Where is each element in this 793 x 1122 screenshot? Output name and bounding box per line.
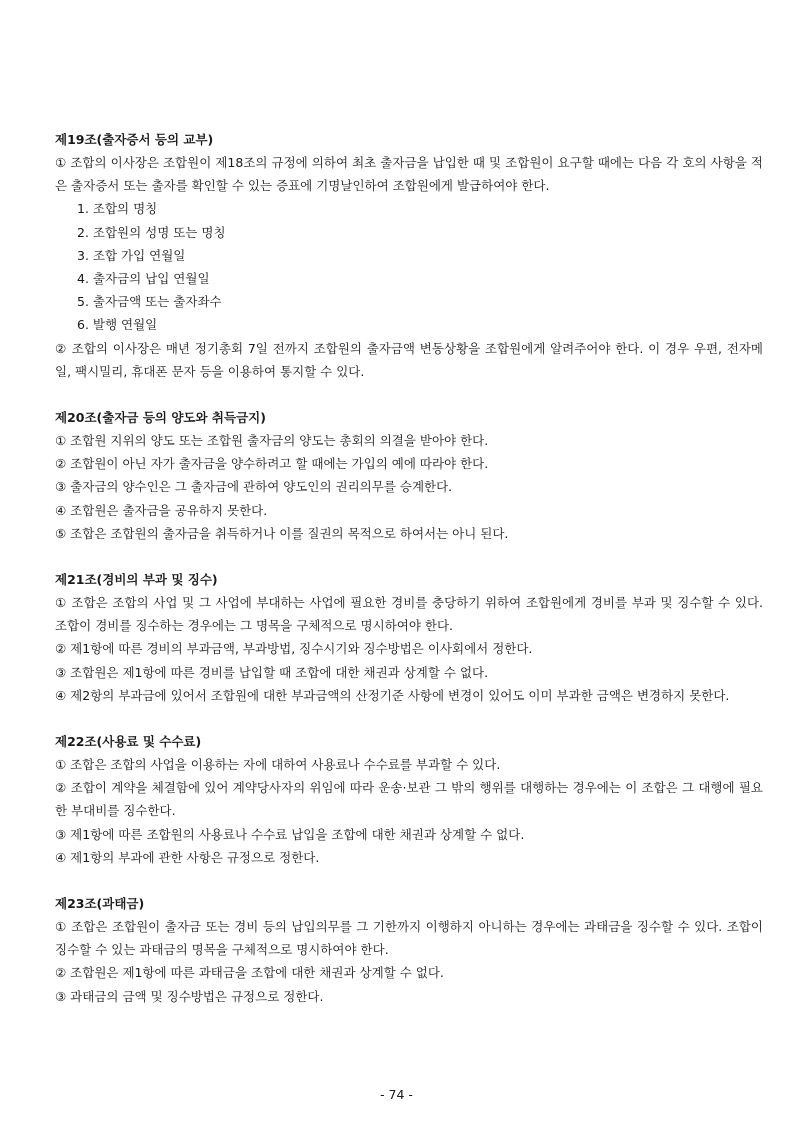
list-item: 5. 출자금액 또는 출자좌수 (77, 294, 222, 310)
paragraph: ② 조합원이 아닌 자가 출자금을 양수하려고 할 때에는 가입의 예에 따라야 한다. (55, 456, 489, 472)
article-19 (55, 128, 763, 383)
paragraph: ① 조합원 지위의 양도 또는 조합원 출자금의 양도는 총회의 의결을 받아야 한다. (55, 433, 489, 449)
paragraph: ④ 제1항의 부과에 관한 사항은 규정으로 정한다. (55, 849, 320, 865)
paragraph: ① 조합의 이사장은 조합원이 제18조의 규정에 의하여 최초 출자금을 납입한 때 및 조합원이 요구할 때에는 다음 각 호의 사항을 적은 출자증서 또는 출자를 확인할 수 있는 증표에 기명날인하여 조합원에게 발급하여야 한다. (55, 155, 763, 194)
paragraph: ① 조합은 조합의 사업을 이용하는 자에 대하여 사용료나 수수료를 부과할 수 있다. (55, 757, 501, 773)
list-item: 4. 출자금의 납입 연월일 (77, 271, 210, 287)
paragraph: ③ 제1항에 따른 조합원의 사용료나 수수료 납입을 조합에 대한 채권과 상계할 수 없다. (55, 826, 525, 842)
article-title: 제23조(과태금) (55, 896, 145, 912)
list-item: 1. 조합의 명칭 (77, 201, 158, 217)
paragraph: ① 조합은 조합원이 출자금 또는 경비 등의 납입의무를 그 기한까지 이행하지 아니하는 경우에는 과태금을 징수할 수 있다. 조합이 징수할 수 있는 과태금의 명목을 구체적으로 명시하여야 한다. (55, 919, 763, 958)
article-title: 제19조(출자증서 등의 교부) (55, 132, 214, 147)
paragraph: ④ 조합원은 출자금을 공유하지 못한다. (55, 502, 268, 518)
article-title: 제20조(출자금 등의 양도와 취득금지) (55, 410, 266, 426)
list-item: 3. 조합 가입 연월일 (77, 247, 186, 263)
list-item: 6. 발행 연월일 (77, 317, 158, 333)
paragraph: ① 조합은 조합의 사업 및 그 사업에 부대하는 사업에 필요한 경비를 충당하기 위하여 조합원에게 경비를 부과 및 징수할 수 있다. 조합이 경비를 징수하는 경우에는 그 명목을 구체적으로 명시하여야 한다. (55, 595, 763, 634)
paragraph: ② 조합의 이사장은 매년 정기총회 7일 전까지 조합원의 출자금액 변동상황을 조합원에게 알려주어야 한다. 이 경우 우편, 전자메일, 팩시밀리, 휴대폰 문자 등을 이용하여 통지할 수 있다. (55, 340, 763, 379)
article-title: 제21조(경비의 부과 및 징수) (55, 572, 218, 588)
article-20 (55, 406, 763, 545)
article-22 (55, 730, 763, 869)
paragraph: ② 조합원은 제1항에 따른 과태금을 조합에 대한 채권과 상계할 수 없다. (55, 965, 444, 981)
paragraph: ② 조합이 계약을 체결함에 있어 계약당사자의 위임에 따라 운송·보관 그 밖의 행위를 대행하는 경우에는 이 조합은 그 대행에 필요한 부대비를 징수한다. (55, 780, 763, 819)
paragraph: ⑤ 조합은 조합원의 출자금을 취득하거나 이를 질권의 목적으로 하여서는 아니 된다. (55, 525, 509, 541)
article-23 (55, 892, 763, 1008)
paragraph: ④ 제2항의 부과금에 있어서 조합원에 대한 부과금액의 산정기준 사항에 변경이 있어도 이미 부과한 금액은 변경하지 못한다. (55, 687, 730, 703)
paragraph: ③ 과태금의 금액 및 징수방법은 규정으로 정한다. (55, 988, 324, 1004)
document-body (55, 128, 763, 1008)
paragraph: ③ 출자금의 양수인은 그 출자금에 관하여 양도인의 권리의무를 승계한다. (55, 479, 453, 495)
page-number: - 74 - (380, 1087, 413, 1102)
article-21 (55, 568, 763, 707)
list-item: 2. 조합원의 성명 또는 명칭 (77, 224, 226, 240)
paragraph: ③ 조합원은 제1항에 따른 경비를 납입할 때 조합에 대한 채권과 상계할 수 없다. (55, 664, 489, 680)
paragraph: ② 제1항에 따른 경비의 부과금액, 부과방법, 징수시기와 징수방법은 이사회에서 정한다. (55, 641, 533, 657)
article-title: 제22조(사용료 및 수수료) (55, 734, 202, 750)
